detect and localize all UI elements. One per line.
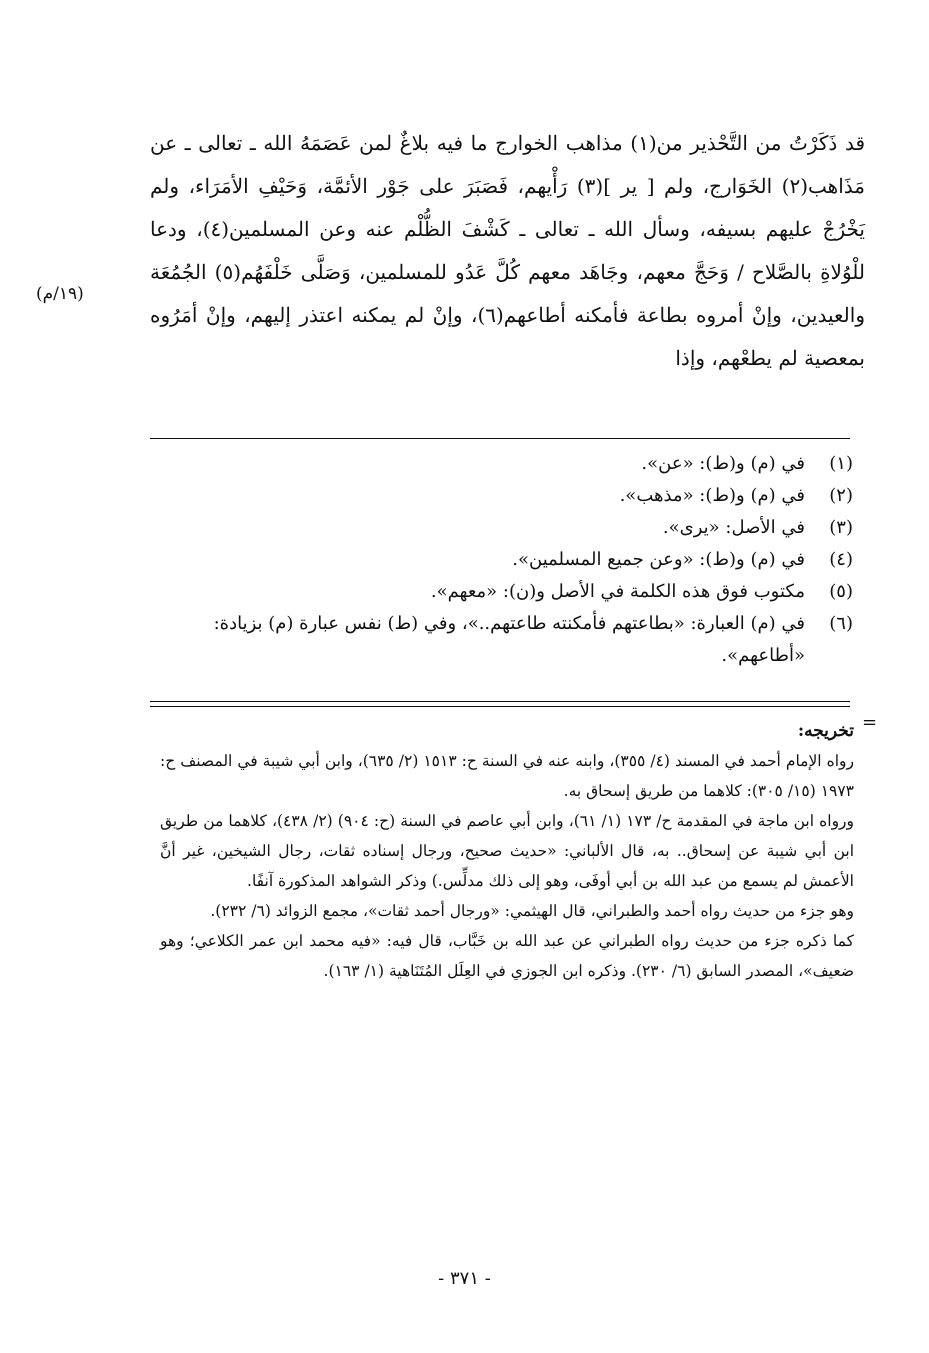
- footnote-text: في الأصل: «يرى».: [662, 517, 805, 538]
- margin-reference: (١٩/م): [36, 284, 84, 304]
- takhrij-paragraph: ورواه ابن ماجة في المقدمة ح/ ١٧٣ (١/ ٦١)، وابن أبي عاصم في السنة (ح: ٩٠٤) (٢/ ٤٣٨)، كلاهما من طريق ابن أبي شيبة عن إسحاق.. به، قال الألباني: «حديث صحيح، ورجال إسناده ثقات، رجال الشيخين، غير أنَّ الأعمش لم يسمع من عبد الله بن أبي أوفَى، وهو إلى ذلك مدلِّس.) وذكر الشواهد المذكورة آنفًا.: [160, 812, 855, 890]
- footnote-number: (٥): [829, 581, 853, 602]
- takhrij-paragraph: رواه الإمام أحمد في المسند (٤/ ٣٥٥)، وابنه عنه في السنة ح: ١٥١٣ (٢/ ٦٣٥)، وابن أبي شيبة في المصنف ح: ١٩٧٣ (١٥/ ٣٠٥): كلاهما من طريق إسحاق به.: [160, 752, 854, 800]
- footnote-item: [150, 608, 853, 672]
- page-number: - ٣٧١ -: [438, 1268, 491, 1289]
- footnote-number: (٣): [829, 517, 853, 538]
- footnote-number: (١): [829, 453, 853, 474]
- continuation-mark: =: [862, 712, 878, 733]
- footnote-item: [150, 576, 853, 608]
- main-text-block: [150, 122, 865, 380]
- footnote-number: (٦): [829, 613, 853, 634]
- footnote-item: [150, 448, 853, 480]
- takhrij-paragraph: كما ذكره جزء من حديث رواه الطبراني عن عبد الله بن خَبَّاب، قال فيه: «فيه محمد ابن عمر الكلاعي؛ وهو ضعيف»، المصدر السابق (٦/ ٢٣٠). وذكره ابن الجوزي في العِلَل المُتَنَاهية (١/ ١٦٣).: [160, 932, 854, 980]
- takhrij-paragraph: وهو جزء من حديث رواه أحمد والطبراني، قال الهيثمي: «ورجال أحمد ثقات»، مجمع الزوائد (٦/ ٢٣٢).: [210, 902, 854, 920]
- footnote-number: (٤): [829, 549, 853, 570]
- footnote-text: في (م) العبارة: «بطاعتهم فأمكنته طاعتهم..»، وفي (ط) نفس عبارة (م) بزيادة: «أطاعهم».: [213, 613, 805, 666]
- footnote-text: في (م) و(ط): «عن».: [641, 453, 805, 474]
- takhrij-section: [160, 716, 854, 986]
- footnotes-section: [150, 448, 853, 672]
- footnote-item: [150, 512, 853, 544]
- footnote-text: في (م) و(ط): «وعن جميع المسلمين».: [512, 549, 805, 570]
- footnote-item: [150, 480, 853, 512]
- takhrij-separator-bottom: [150, 706, 850, 707]
- takhrij-heading: تخريجه:: [797, 721, 854, 741]
- footnote-text: مكتوب فوق هذه الكلمة في الأصل و(ن): «معهم».: [430, 581, 805, 602]
- main-paragraph: قد ذَكَرْتُ من التَّحْذير من(١) مذاهب الخوارج ما فيه بلاغٌ لمن عَصَمَهُ الله ـ تعالى ـ عن مَذَاهب(٢) الخَوَارج، ولم [ ير ](٣) رَأْيهم، فَصَبَرَ على جَوْر الأئمَّة، وَحَيْفِ الأمَرَاء، ولم يَخْرُجْ عليهم بسيفه، وسأل الله ـ تعالى ـ كَشْفَ الظُّلْم عنه وعن المسلمين(٤)، ودعا للْوُلاةِ بالصَّلاح / وَحَجَّ معهم، وجَاهَد معهم كُلَّ عَدُو للمسلمين، وَصَلَّى خَلْفَهُم(٥) الجُمُعَة والعيدين، وإنْ أمروه بطاعة فأمكنه أطاعهم(٦)، وإنْ لم يمكنه اعتذر إليهم، وإنْ أمَرُوه بمعصية لم يطعْهم، وإذا: [150, 131, 865, 370]
- takhrij-separator-top: [150, 701, 850, 702]
- footnote-text: في (م) و(ط): «مذهب».: [619, 485, 805, 506]
- footnote-number: (٢): [829, 485, 853, 506]
- footnote-item: [150, 544, 853, 576]
- footnote-separator: [150, 438, 850, 439]
